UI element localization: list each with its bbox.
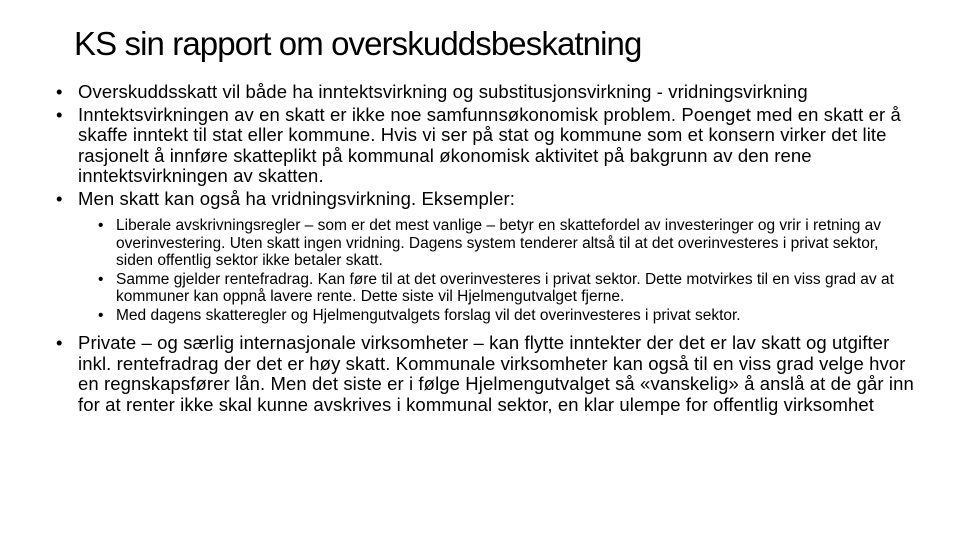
- sub-bullet-dagens-skatteregler: • Med dagens skatteregler og Hjelmengutvalgets forslag vil det overinvesteres i privat sektor.: [98, 307, 916, 325]
- sub-bullet-list: [56, 217, 916, 324]
- sub-bullet-rentefradrag: • Samme gjelder rentefradrag. Kan føre til at det overinvesteres i privat sektor. Dette motvirkes til en viss grad av at kommuner kan oppnå lavere rente. Dette siste vil Hjelmengutvalget fjerne.: [98, 271, 916, 306]
- bullet-overskuddsskatt: • Overskuddsskatt vil både ha inntektsvirkning og substitusjonsvirkning - vridningsvirkning: [56, 82, 916, 103]
- bullet-vridningsvirkning: • Men skatt kan også ha vridningsvirkning. Eksempler:: [56, 189, 916, 210]
- bullet-private-virksomheter: • Private – og særlig internasjonale virksomheter – kan flytte inntekter der det er lav skatt og utgifter inkl. rentefradrag der det er høy skatt. Kommunale virksomheter kan også til en viss grad velge hvor en regnskapsfører lån. Men det siste er i følge Hjelmengutvalget så «vanskelig» å anslå at de går inn for at renter ikke skal kunne avskrives i kommunal sektor, en klar ulempe for offentlig virksomhet: [56, 333, 916, 415]
- slide-title: KS sin rapport om overskuddsbeskatning: [74, 25, 642, 62]
- bullet-inntektsvirkningen: • Inntektsvirkningen av en skatt er ikke noe samfunnsøkonomisk problem. Poenget med en skatt er å skaffe inntekt til stat eller kommune. Hvis vi ser på stat og kommune som et konsern virker det lite rasjonelt å innføre skatteplikt på kommunal økonomisk aktivitet på bakgrunn av den rene inntektsvirkningen av skatten.: [56, 105, 916, 187]
- slide-content: [56, 82, 916, 415]
- sub-bullet-avskrivningsregler: • Liberale avskrivningsregler – som er det mest vanlige – betyr en skattefordel av investeringer og vrir i retning av overinvestering. Uten skatt ingen vridning. Dagens system tenderer altså til at det overinvesteres i privat sektor, siden offentlig sektor ikke betaler skatt.: [98, 217, 916, 270]
